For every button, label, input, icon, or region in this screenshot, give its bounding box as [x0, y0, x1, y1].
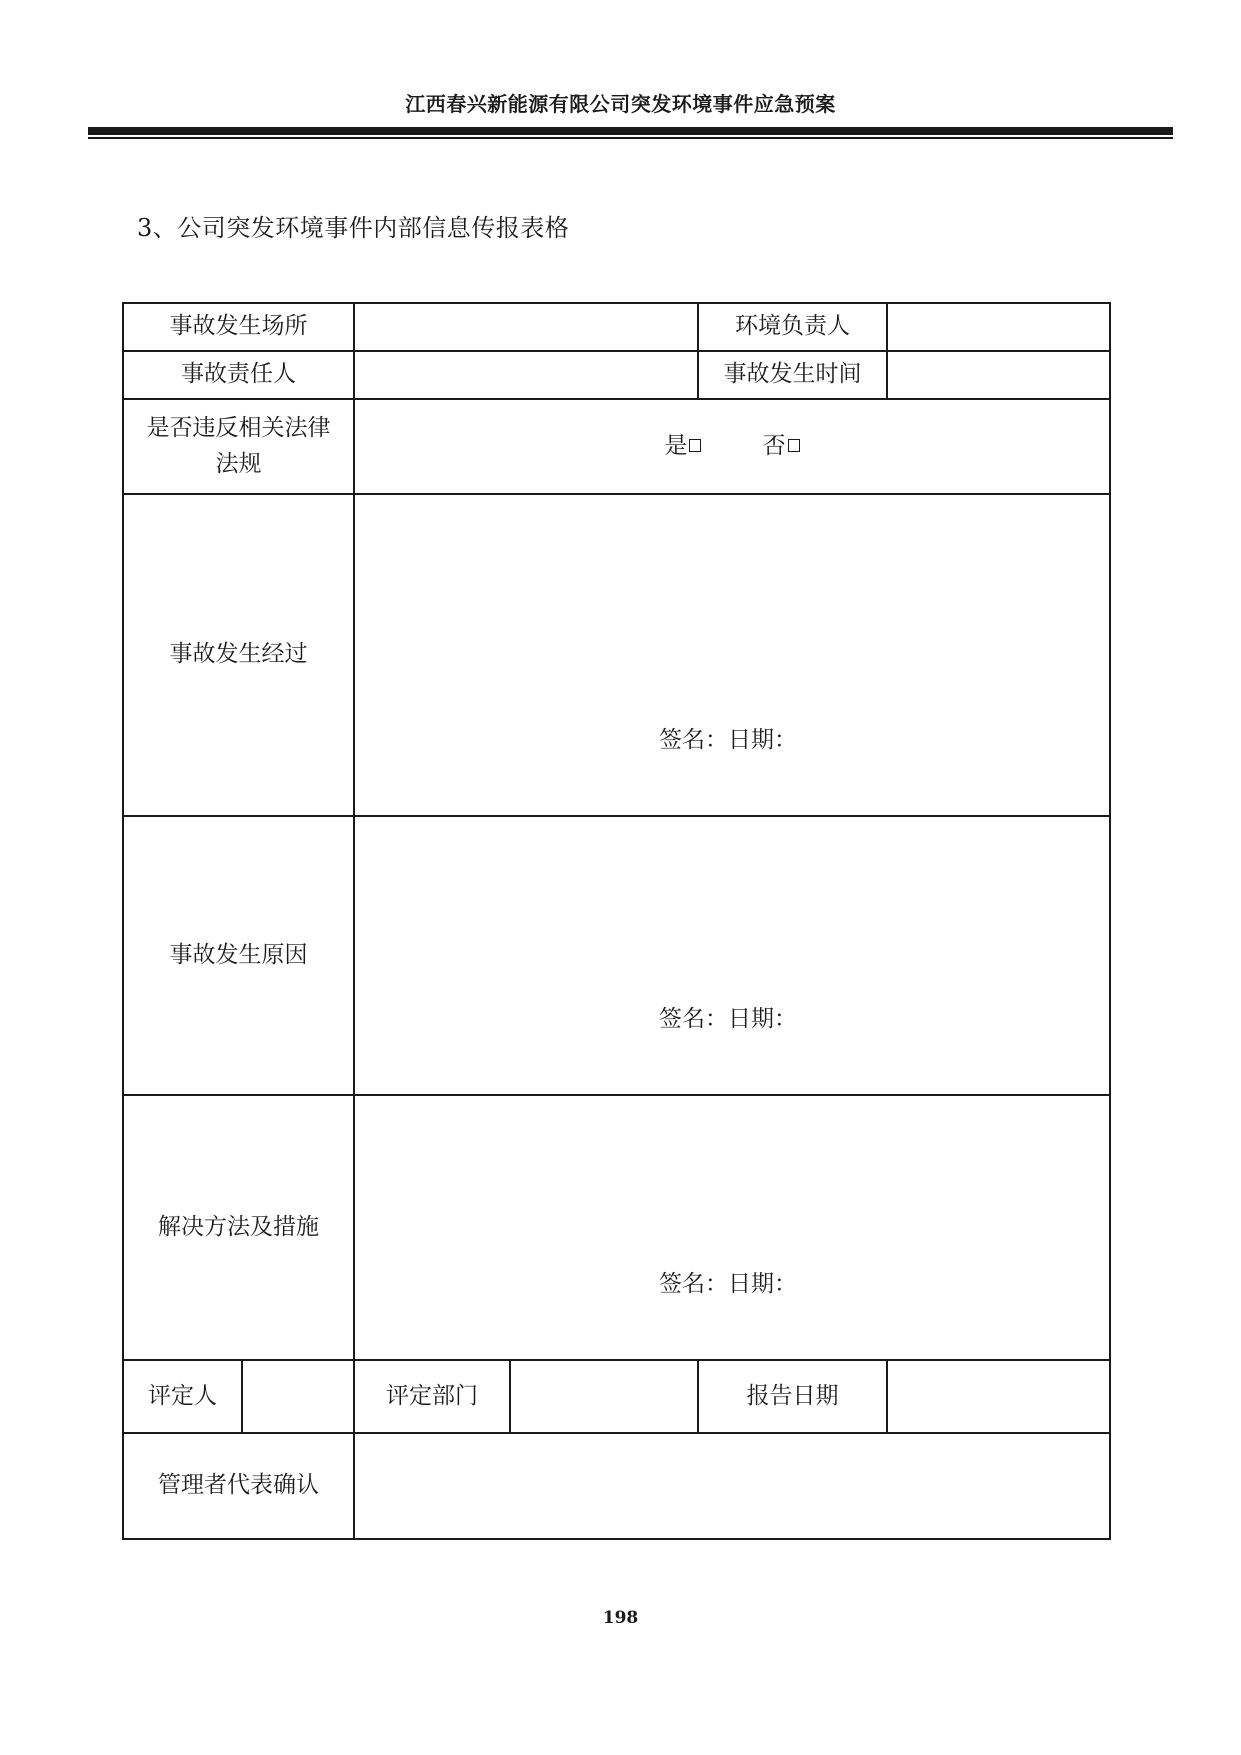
yes-option[interactable]	[664, 429, 701, 465]
header-rule-thin	[88, 137, 1173, 139]
yes-label: 是	[664, 432, 688, 459]
management-rep-confirm-field[interactable]	[354, 1433, 1110, 1539]
document-header-title: 江西春兴新能源有限公司突发环境事件应急预案	[405, 92, 836, 116]
assessing-department-field[interactable]	[510, 1360, 698, 1433]
violation-label: 是否违反相关法律法规	[123, 399, 354, 494]
solution-signature-date: 签名：日期：	[659, 1271, 797, 1298]
incident-cause-label: 事故发生原因	[123, 816, 354, 1095]
no-label: 否	[762, 432, 786, 459]
form-row-location	[123, 303, 1110, 351]
incident-report-form	[122, 302, 1111, 1540]
env-owner-label: 环境负责人	[698, 303, 887, 351]
report-date-label: 报告日期	[698, 1360, 887, 1433]
form-row-confirm	[123, 1433, 1110, 1539]
form-row-responsible	[123, 351, 1110, 399]
assessor-field[interactable]	[242, 1360, 354, 1433]
incident-process-field[interactable]	[354, 494, 1110, 816]
incident-location-label: 事故发生场所	[123, 303, 354, 351]
violation-choice-cell	[354, 399, 1110, 494]
incident-time-label: 事故发生时间	[698, 351, 887, 399]
page-number: 198	[602, 1608, 639, 1628]
solution-field[interactable]	[354, 1095, 1110, 1360]
yes-checkbox[interactable]	[689, 439, 701, 452]
env-owner-field[interactable]	[887, 303, 1110, 351]
responsible-person-label: 事故责任人	[123, 351, 354, 399]
management-rep-confirm-label: 管理者代表确认	[123, 1433, 354, 1539]
process-signature-date: 签名：日期：	[659, 727, 797, 754]
section-heading: 3、公司突发环境事件内部信息传报表格	[137, 214, 570, 242]
incident-time-field[interactable]	[887, 351, 1110, 399]
form-row-cause	[123, 816, 1110, 1095]
form-row-violation	[123, 399, 1110, 494]
form-row-review	[123, 1360, 1110, 1433]
responsible-person-field[interactable]	[354, 351, 698, 399]
form-row-process	[123, 494, 1110, 816]
header-rule-thick	[88, 127, 1173, 135]
form-row-solution	[123, 1095, 1110, 1360]
incident-process-label: 事故发生经过	[123, 494, 354, 816]
no-option[interactable]	[763, 429, 800, 465]
report-date-field[interactable]	[887, 1360, 1110, 1433]
cause-signature-date: 签名：日期：	[659, 1006, 797, 1033]
assessor-label: 评定人	[123, 1360, 242, 1433]
incident-location-field[interactable]	[354, 303, 698, 351]
solution-label: 解决方法及措施	[123, 1095, 354, 1360]
no-checkbox[interactable]	[788, 439, 800, 452]
assessing-department-label: 评定部门	[354, 1360, 510, 1433]
incident-cause-field[interactable]	[354, 816, 1110, 1095]
